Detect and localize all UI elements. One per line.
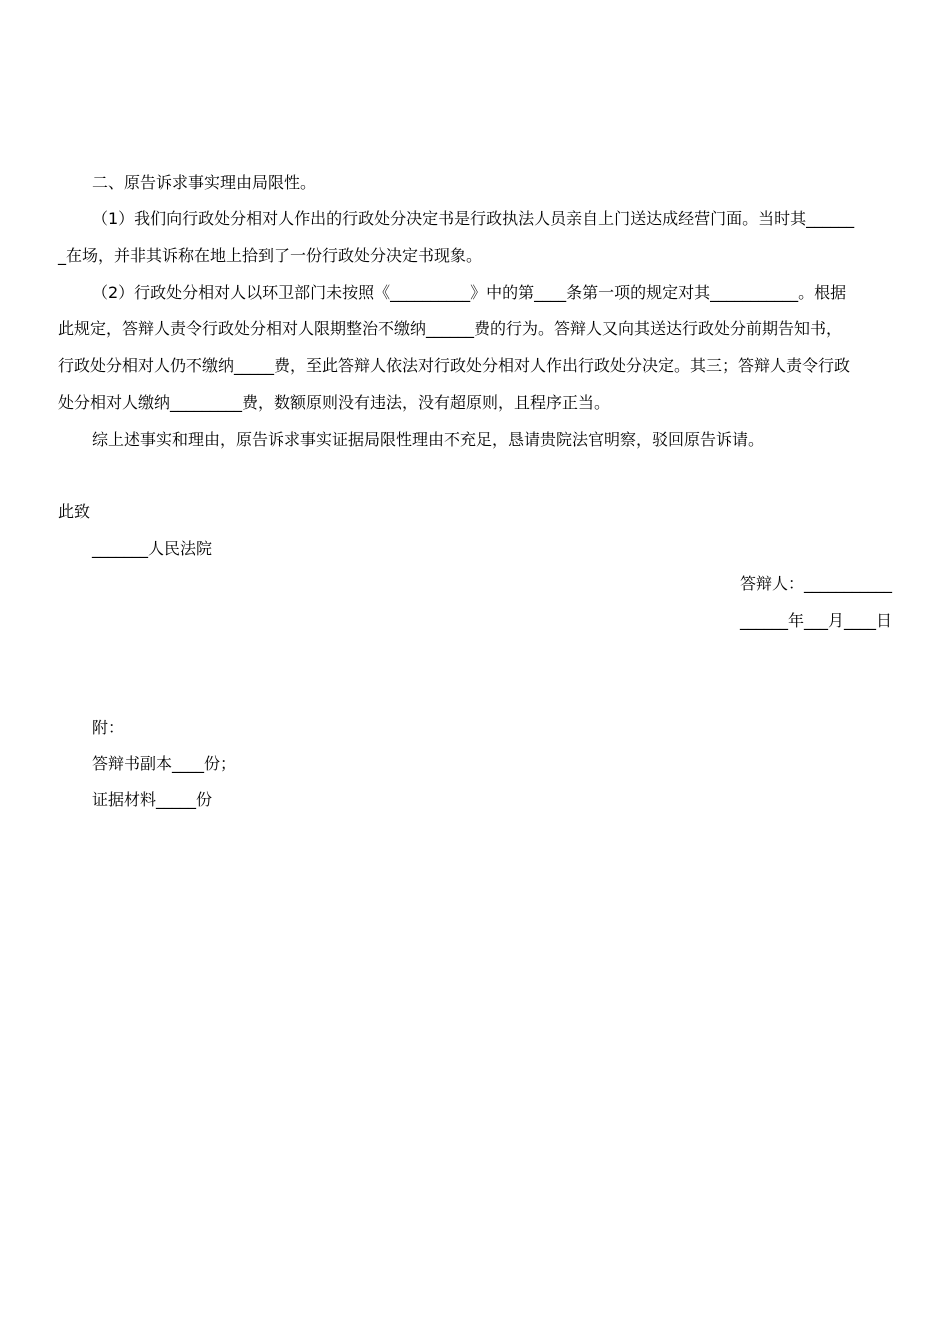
- attachment-item-copies: 答辩书副本____份；: [92, 754, 237, 773]
- salutation: 此致: [58, 502, 91, 521]
- conclusion-paragraph: 综上述事实和理由，原告诉求事实证据局限性理由不充足，恳请贵院法官明察，驳回原告诉请。: [92, 430, 765, 449]
- respondent-signature: 答辩人：___________: [739, 574, 892, 593]
- paragraph-2-line-2: 此规定，答辩人责令行政处分相对人限期整治不缴纳______费的行为。答辩人又向其送达行政处分前期告知书，: [58, 319, 843, 338]
- paragraph-2-line-4: 处分相对人缴纳_________费，数额原则没有违法，没有超原则，且程序正当。: [58, 393, 611, 412]
- signature-date: ______年___月____日: [739, 611, 892, 630]
- court-name: _______人民法院: [92, 539, 213, 558]
- attachments-label: 附：: [92, 718, 125, 737]
- section-heading: 二、原告诉求事实理由局限性。: [92, 173, 317, 192]
- paragraph-2-line-1: （2）行政处分相对人以环卫部门未按照《__________》中的第____条第一项的规定对其___________。根据: [92, 283, 847, 302]
- paragraph-2-line-3: 行政处分相对人仍不缴纳_____费，至此答辩人依法对行政处分相对人作出行政处分决定。其三；答辩人责令行政: [58, 356, 851, 375]
- paragraph-1-line-1: （1）我们向行政处分相对人作出的行政处分决定书是行政执法人员亲自上门送达成经营门面。当时其______: [92, 209, 855, 228]
- attachment-item-evidence: 证据材料_____份: [92, 790, 213, 809]
- paragraph-1-line-2: _在场，并非其诉称在地上拾到了一份行政处分决定书现象。: [58, 246, 483, 265]
